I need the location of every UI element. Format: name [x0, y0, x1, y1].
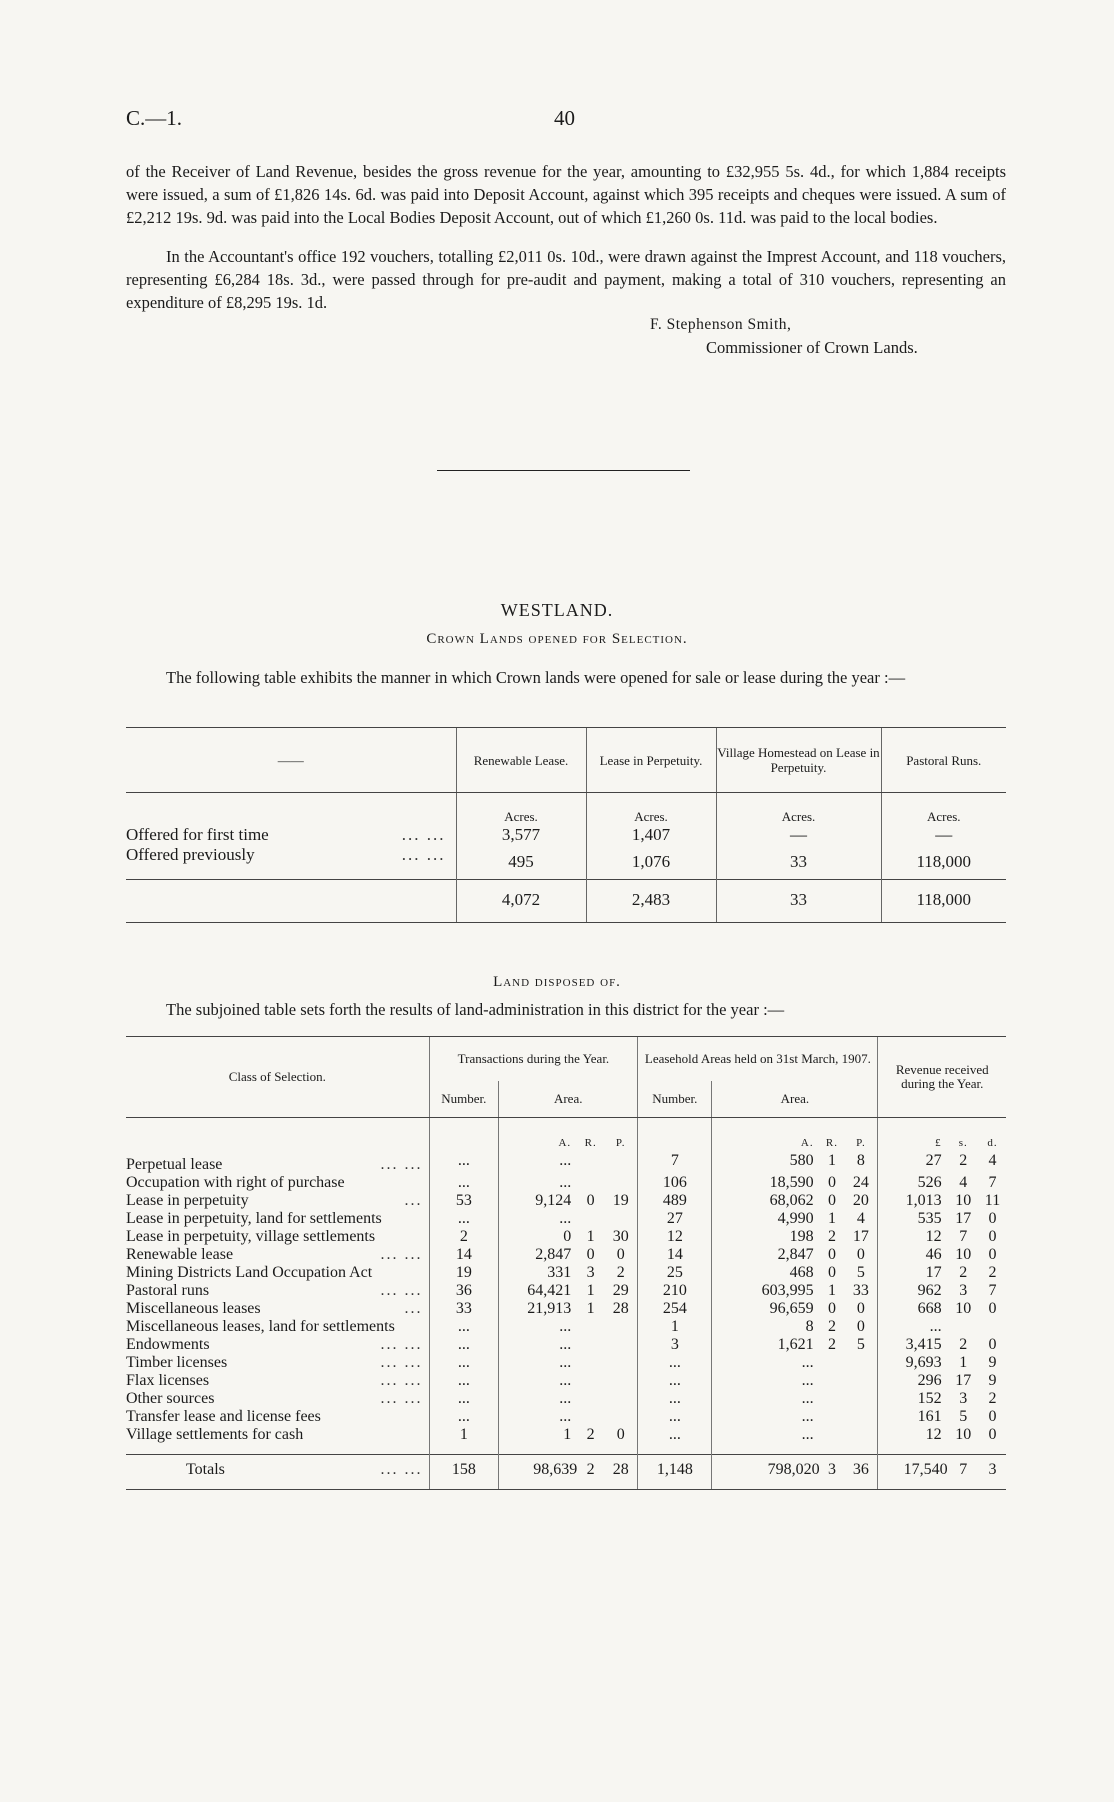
- table-cell: ...: [429, 1152, 499, 1174]
- table-row: [126, 1210, 1006, 1228]
- table-cell: 0: [499, 1228, 578, 1246]
- section-subtitle-disposed: Land disposed of.: [493, 974, 621, 990]
- table-cell: ...: [712, 1426, 820, 1444]
- table-cell: 21,913: [499, 1300, 578, 1318]
- table-cell: 33: [852, 1282, 869, 1299]
- table-cell: 27: [638, 1210, 712, 1228]
- table-cell: 10: [955, 1300, 972, 1317]
- table-cell: 0: [827, 1246, 836, 1263]
- table-cell: 0: [856, 1300, 865, 1317]
- table-cell: 17: [955, 1210, 972, 1227]
- total-cell: 36: [844, 1455, 878, 1490]
- table-cell: 25: [638, 1264, 712, 1282]
- table-cell: 106: [638, 1174, 712, 1192]
- table-cell: 10: [955, 1192, 972, 1209]
- col-transactions: Transactions during the Year.: [429, 1037, 638, 1082]
- row-label: Offered previously: [126, 845, 255, 864]
- table-cell: [577, 1318, 604, 1336]
- row-class-label: Miscellaneous leases, land for settlements: [126, 1318, 395, 1335]
- table-cell: 2: [988, 1264, 997, 1281]
- row-class-label: Timber licenses: [126, 1354, 228, 1371]
- table-cell: ...: [429, 1210, 499, 1228]
- table-total-row: [126, 880, 1006, 923]
- table-cell: 2: [827, 1228, 836, 1245]
- row-class-label: Transfer lease and license fees: [126, 1408, 321, 1425]
- table-cell: 3: [959, 1390, 968, 1407]
- table-cell: 3: [586, 1264, 595, 1281]
- table-cell: 0: [827, 1174, 836, 1191]
- table-cell: 4,990: [712, 1210, 820, 1228]
- table-cell: 296: [878, 1372, 948, 1390]
- unit-roods: R.: [825, 1137, 839, 1149]
- table-cell: ...: [499, 1408, 578, 1426]
- table-cell: 962: [878, 1282, 948, 1300]
- table-cell: ...: [638, 1426, 712, 1444]
- table-cell: 1,621: [712, 1336, 820, 1354]
- intro-paragraph-2: In the Accountant's office 192 vouchers, totalling £2,011 0s. 10d., were drawn against the Imprest Account, and 118 vouchers, representing £6,284 18s. 3d., were passed through for pre-audit and payment, making a total of 310 vouchers, representing an expenditure of £8,295 19s. 1d.: [126, 247, 1006, 312]
- table-cell: 1: [827, 1210, 836, 1227]
- leader-dots: ... ...: [380, 1246, 423, 1263]
- table-cell: [577, 1354, 604, 1372]
- table-cell: 331: [499, 1264, 578, 1282]
- table-cell: 210: [638, 1282, 712, 1300]
- table-cell: 489: [638, 1192, 712, 1210]
- row-class-label: Endowments: [126, 1336, 210, 1353]
- signature-name: F. Stephenson Smith,: [650, 316, 792, 333]
- unit-label: Acres.: [716, 793, 881, 826]
- table-cell: 0: [988, 1300, 997, 1317]
- table-row: [126, 1228, 1006, 1246]
- table-row: [126, 1282, 1006, 1300]
- table-cell: 603,995: [712, 1282, 820, 1300]
- table-cell: 9: [988, 1354, 997, 1371]
- table-cell: 24: [852, 1174, 869, 1191]
- table-cell: 0: [616, 1426, 625, 1443]
- row-class-label: Mining Districts Land Occupation Act: [126, 1264, 373, 1281]
- col-number: Number.: [429, 1081, 499, 1118]
- table-cell: 1: [499, 1426, 578, 1444]
- table-cell: 9: [988, 1372, 997, 1389]
- table-cell: 1: [827, 1282, 836, 1299]
- table-cell: ...: [499, 1390, 578, 1408]
- table-cell: 3,415: [878, 1336, 948, 1354]
- table-cell: 0: [586, 1192, 595, 1209]
- col-class-of-selection: Class of Selection.: [126, 1037, 429, 1118]
- table-cell: ...: [499, 1336, 578, 1354]
- totals-row: [126, 1455, 1006, 1490]
- table-cell: 580: [712, 1152, 820, 1174]
- table-cell: 1,407: [586, 825, 716, 845]
- table-cell: [577, 1372, 604, 1390]
- table-cell: ...: [499, 1372, 578, 1390]
- table-cell: 12: [878, 1228, 948, 1246]
- section-divider: [437, 470, 690, 471]
- table-cell: ...: [638, 1354, 712, 1372]
- row-class-label: Miscellaneous leases: [126, 1300, 261, 1317]
- table-cell: [604, 1372, 638, 1390]
- table-cell: 2: [827, 1336, 836, 1353]
- table-cell: [820, 1372, 845, 1390]
- leader-dots: ... ...: [401, 825, 446, 844]
- table-cell: 1,013: [878, 1192, 948, 1210]
- table-cell: 68,062: [712, 1192, 820, 1210]
- table-cell: 2,847: [712, 1246, 820, 1264]
- table-cell: 96,659: [712, 1300, 820, 1318]
- table-cell: ...: [429, 1336, 499, 1354]
- table-cell: ...: [712, 1354, 820, 1372]
- leader-dots: ... ...: [380, 1156, 423, 1173]
- unit-roods: R.: [584, 1137, 597, 1149]
- table-cell: ...: [499, 1210, 578, 1228]
- table-cell: 4: [959, 1174, 968, 1191]
- total-cell: 17,540: [878, 1455, 948, 1490]
- table-cell: 7: [988, 1282, 997, 1299]
- table-cell: 11: [984, 1192, 1001, 1209]
- page-number: 40: [554, 106, 575, 130]
- table-cell: 1: [827, 1152, 836, 1169]
- table-cell: 4: [988, 1152, 997, 1169]
- col-pastoral-runs: Pastoral Runs.: [881, 728, 1006, 793]
- table-cell: [820, 1426, 845, 1444]
- table-cell: 1: [586, 1228, 595, 1245]
- table-cell: [604, 1336, 638, 1354]
- table-cell: [577, 1390, 604, 1408]
- table-cell: [820, 1408, 845, 1426]
- table-row: [126, 1300, 1006, 1318]
- total-cell: 7: [948, 1455, 979, 1490]
- leader-dots: ... ...: [380, 1354, 423, 1371]
- table-cell: 17: [878, 1264, 948, 1282]
- table-cell: 19: [612, 1192, 629, 1209]
- unit-pounds: £: [878, 1118, 948, 1153]
- table-cell: ...: [712, 1390, 820, 1408]
- row-class-label: Lease in perpetuity, village settlements: [126, 1228, 376, 1245]
- total-cell: 33: [716, 880, 881, 923]
- row-class-label: Renewable lease: [126, 1246, 234, 1263]
- table-cell: ...: [429, 1354, 499, 1372]
- total-cell: 98,639: [499, 1455, 578, 1490]
- total-cell: 798,020: [712, 1455, 820, 1490]
- col-renewable-lease: Renewable Lease.: [456, 728, 586, 793]
- table-cell: 0: [988, 1246, 997, 1263]
- table-cell: 2: [959, 1152, 968, 1169]
- table-cell: 1: [586, 1282, 595, 1299]
- table-cell: 0: [616, 1246, 625, 1263]
- table-row: [126, 845, 1006, 880]
- table-cell: —: [881, 825, 1006, 845]
- table-row: [126, 1152, 1006, 1174]
- table-row: [126, 1426, 1006, 1444]
- unit-perches: P.: [615, 1137, 626, 1149]
- table-cell: [577, 1174, 604, 1192]
- table-cell: 14: [638, 1246, 712, 1264]
- row-class-label: Village settlements for cash: [126, 1426, 304, 1443]
- table-cell: 53: [429, 1192, 499, 1210]
- table-cell: [820, 1354, 845, 1372]
- total-cell: 28: [604, 1455, 638, 1490]
- table-cell: 0: [586, 1246, 595, 1263]
- col-leasehold: Leasehold Areas held on 31st March, 1907.: [638, 1037, 878, 1082]
- table-row: [126, 1192, 1006, 1210]
- table-cell: ...: [429, 1390, 499, 1408]
- col-village-homestead: Village Homestead on Lease in Perpetuity.: [716, 728, 881, 793]
- signature-title: Commissioner of Crown Lands.: [706, 338, 918, 357]
- table-cell: 8: [856, 1152, 865, 1169]
- table-cell: ...: [429, 1408, 499, 1426]
- table-cell: [604, 1174, 638, 1192]
- table-cell: 152: [878, 1390, 948, 1408]
- table-cell: 5: [959, 1408, 968, 1425]
- table-cell: 7: [959, 1228, 968, 1245]
- table-cell: 14: [429, 1246, 499, 1264]
- table-cell: 64,421: [499, 1282, 578, 1300]
- table-cell: [844, 1390, 878, 1408]
- unit-pence: d.: [987, 1137, 998, 1149]
- unit-label: Acres.: [586, 793, 716, 826]
- leader-dots: ... ...: [380, 1372, 423, 1389]
- table-cell: 668: [878, 1300, 948, 1318]
- table-cell: [604, 1408, 638, 1426]
- table-cell: 10: [955, 1246, 972, 1263]
- table-cell: 9,693: [878, 1354, 948, 1372]
- table-cell: 526: [878, 1174, 948, 1192]
- table-cell: [604, 1318, 638, 1336]
- table-cell: 468: [712, 1264, 820, 1282]
- leader-dots: ... ...: [380, 1461, 423, 1478]
- table-cell: 0: [988, 1228, 997, 1245]
- table-row: [126, 1390, 1006, 1408]
- table-row: [126, 1354, 1006, 1372]
- table-row: [126, 1246, 1006, 1264]
- table-cell: [604, 1152, 638, 1174]
- table-cell: —: [716, 825, 881, 845]
- table-cell: 198: [712, 1228, 820, 1246]
- total-cell: 3: [820, 1455, 845, 1490]
- table-cell: [844, 1426, 878, 1444]
- table-cell: 535: [878, 1210, 948, 1228]
- table-cell: [979, 1318, 1006, 1336]
- table-cell: [844, 1408, 878, 1426]
- table-cell: 3,577: [456, 825, 586, 845]
- table-cell: ...: [499, 1318, 578, 1336]
- crown-lands-opened-table: [126, 727, 1006, 923]
- table-cell: 3: [959, 1282, 968, 1299]
- table-cell: 2: [586, 1426, 595, 1443]
- total-cell: 1,148: [638, 1455, 712, 1490]
- table-cell: 12: [878, 1426, 948, 1444]
- table-cell: 10: [955, 1426, 972, 1443]
- total-cell: 4,072: [456, 880, 586, 923]
- table-cell: 33: [429, 1300, 499, 1318]
- section-subtitle: Crown Lands opened for Selection.: [426, 631, 688, 647]
- table-cell: ...: [638, 1390, 712, 1408]
- table-cell: 29: [612, 1282, 629, 1299]
- total-cell: 158: [429, 1455, 499, 1490]
- intro-paragraph-1: of the Receiver of Land Revenue, besides the gross revenue for the year, amounting to £32,955 5s. 4d., for which 1,884 receipts were issued, a sum of £1,826 14s. 6d. was paid into Deposit Account, against which 395 receipts and cheques were issued. A sum of £2,212 19s. 9d. was paid into the Local Bodies Deposit Account, out of which £1,260 0s. 11d. was paid to the local bodies.: [126, 162, 1006, 227]
- table-cell: 20: [852, 1192, 869, 1209]
- table-cell: ...: [429, 1174, 499, 1192]
- table-cell: 0: [856, 1246, 865, 1263]
- table-cell: 254: [638, 1300, 712, 1318]
- table-cell: 2: [429, 1228, 499, 1246]
- table-cell: 2: [959, 1264, 968, 1281]
- col-area: Area.: [499, 1081, 638, 1118]
- row-class-label: Occupation with right of purchase: [126, 1174, 345, 1191]
- row-class-label: Flax licenses: [126, 1372, 210, 1389]
- table-cell: [844, 1372, 878, 1390]
- table-cell: 2: [959, 1336, 968, 1353]
- table-cell: 2: [988, 1390, 997, 1407]
- table-cell: 1: [429, 1426, 499, 1444]
- row-label: Offered for first time: [126, 825, 269, 844]
- table-cell: 2,847: [499, 1246, 578, 1264]
- table-cell: [948, 1318, 979, 1336]
- col-revenue: Revenue received during the Year.: [878, 1037, 1006, 1118]
- table-cell: 33: [716, 845, 881, 880]
- table-cell: 1,076: [586, 845, 716, 880]
- unit-label: Acres.: [456, 793, 586, 826]
- row-class-label: Other sources: [126, 1390, 215, 1407]
- blank-header: ——: [126, 728, 456, 793]
- total-cell: 2,483: [586, 880, 716, 923]
- table-cell: ...: [429, 1372, 499, 1390]
- table-cell: 0: [988, 1210, 997, 1227]
- leader-dots: ...: [404, 1192, 423, 1209]
- table-cell: 5: [856, 1336, 865, 1353]
- table-cell: ...: [878, 1318, 948, 1336]
- table-cell: 30: [612, 1228, 629, 1245]
- table1-description: The following table exhibits the manner in which Crown lands were opened for sale or lease during the year :—: [166, 668, 906, 687]
- table-row: [126, 1408, 1006, 1426]
- table-cell: 0: [988, 1336, 997, 1353]
- unit-acres: A.: [499, 1118, 578, 1153]
- table-cell: 0: [856, 1318, 865, 1335]
- table-cell: 18,590: [712, 1174, 820, 1192]
- table-cell: 7: [638, 1152, 712, 1174]
- table-cell: ...: [712, 1372, 820, 1390]
- table-cell: [577, 1210, 604, 1228]
- land-disposed-table: [126, 1036, 1006, 1490]
- table-cell: 7: [988, 1174, 997, 1191]
- table-cell: 36: [429, 1282, 499, 1300]
- table-cell: ...: [638, 1372, 712, 1390]
- table-cell: 0: [827, 1264, 836, 1281]
- table-cell: 12: [638, 1228, 712, 1246]
- table-cell: 0: [827, 1192, 836, 1209]
- table-cell: ...: [499, 1174, 578, 1192]
- document-code: C.—1.: [126, 106, 183, 130]
- table-cell: 4: [856, 1210, 865, 1227]
- table-cell: [577, 1336, 604, 1354]
- table-cell: [844, 1354, 878, 1372]
- table-cell: 1: [638, 1318, 712, 1336]
- table-cell: 1: [586, 1300, 595, 1317]
- leader-dots: ... ...: [380, 1390, 423, 1407]
- row-class-label: Lease in perpetuity: [126, 1192, 249, 1209]
- row-class-label: Pastoral runs: [126, 1282, 210, 1299]
- table-cell: 2: [616, 1264, 625, 1281]
- table-cell: 8: [712, 1318, 820, 1336]
- table-cell: ...: [638, 1408, 712, 1426]
- unit-shillings: s.: [958, 1137, 968, 1149]
- table-cell: 27: [878, 1152, 948, 1174]
- table-cell: 161: [878, 1408, 948, 1426]
- table2-description: The subjoined table sets forth the results of land-administration in this district for the year :—: [166, 1000, 785, 1019]
- col-area: Area.: [712, 1081, 878, 1118]
- table-cell: 2: [827, 1318, 836, 1335]
- table-cell: 0: [827, 1300, 836, 1317]
- table-cell: 0: [988, 1408, 997, 1425]
- col-number: Number.: [638, 1081, 712, 1118]
- table-cell: 118,000: [881, 845, 1006, 880]
- table-row: [126, 825, 1006, 845]
- table-cell: [577, 1408, 604, 1426]
- table-cell: 5: [856, 1264, 865, 1281]
- table-cell: 46: [878, 1246, 948, 1264]
- table-row: [126, 1336, 1006, 1354]
- table-cell: [604, 1354, 638, 1372]
- table-cell: 3: [638, 1336, 712, 1354]
- leader-dots: ... ...: [380, 1282, 423, 1299]
- totals-label: Totals: [186, 1461, 225, 1478]
- table-cell: [820, 1390, 845, 1408]
- table-cell: 1: [959, 1354, 968, 1371]
- table-cell: 17: [852, 1228, 869, 1245]
- unit-label: Acres.: [881, 793, 1006, 826]
- table-cell: 19: [429, 1264, 499, 1282]
- table-cell: 17: [955, 1372, 972, 1389]
- table-cell: ...: [499, 1354, 578, 1372]
- table-row: [126, 1318, 1006, 1336]
- unit-acres: A.: [712, 1118, 820, 1153]
- table-cell: ...: [429, 1318, 499, 1336]
- table-cell: 28: [612, 1300, 629, 1317]
- table-cell: 9,124: [499, 1192, 578, 1210]
- col-lease-in-perpetuity: Lease in Perpetuity.: [586, 728, 716, 793]
- total-cell: 118,000: [881, 880, 1006, 923]
- table-row: [126, 1372, 1006, 1390]
- unit-perches: P.: [856, 1137, 866, 1149]
- table-cell: 0: [988, 1426, 997, 1443]
- leader-dots: ... ...: [380, 1336, 423, 1353]
- table-row: [126, 1264, 1006, 1282]
- section-title: WESTLAND.: [500, 600, 614, 620]
- leader-dots: ...: [404, 1300, 423, 1317]
- leader-dots: ... ...: [401, 845, 446, 864]
- table-cell: [577, 1152, 604, 1174]
- table-cell: ...: [712, 1408, 820, 1426]
- row-class-label: Lease in perpetuity, land for settlements: [126, 1210, 382, 1227]
- total-cell: 3: [979, 1455, 1006, 1490]
- table-cell: [604, 1390, 638, 1408]
- table-row: [126, 1174, 1006, 1192]
- table-cell: [604, 1210, 638, 1228]
- total-cell: 2: [577, 1455, 604, 1490]
- row-class-label: Perpetual lease: [126, 1156, 223, 1173]
- table-cell: 495: [456, 845, 586, 880]
- table-cell: ...: [499, 1152, 578, 1174]
